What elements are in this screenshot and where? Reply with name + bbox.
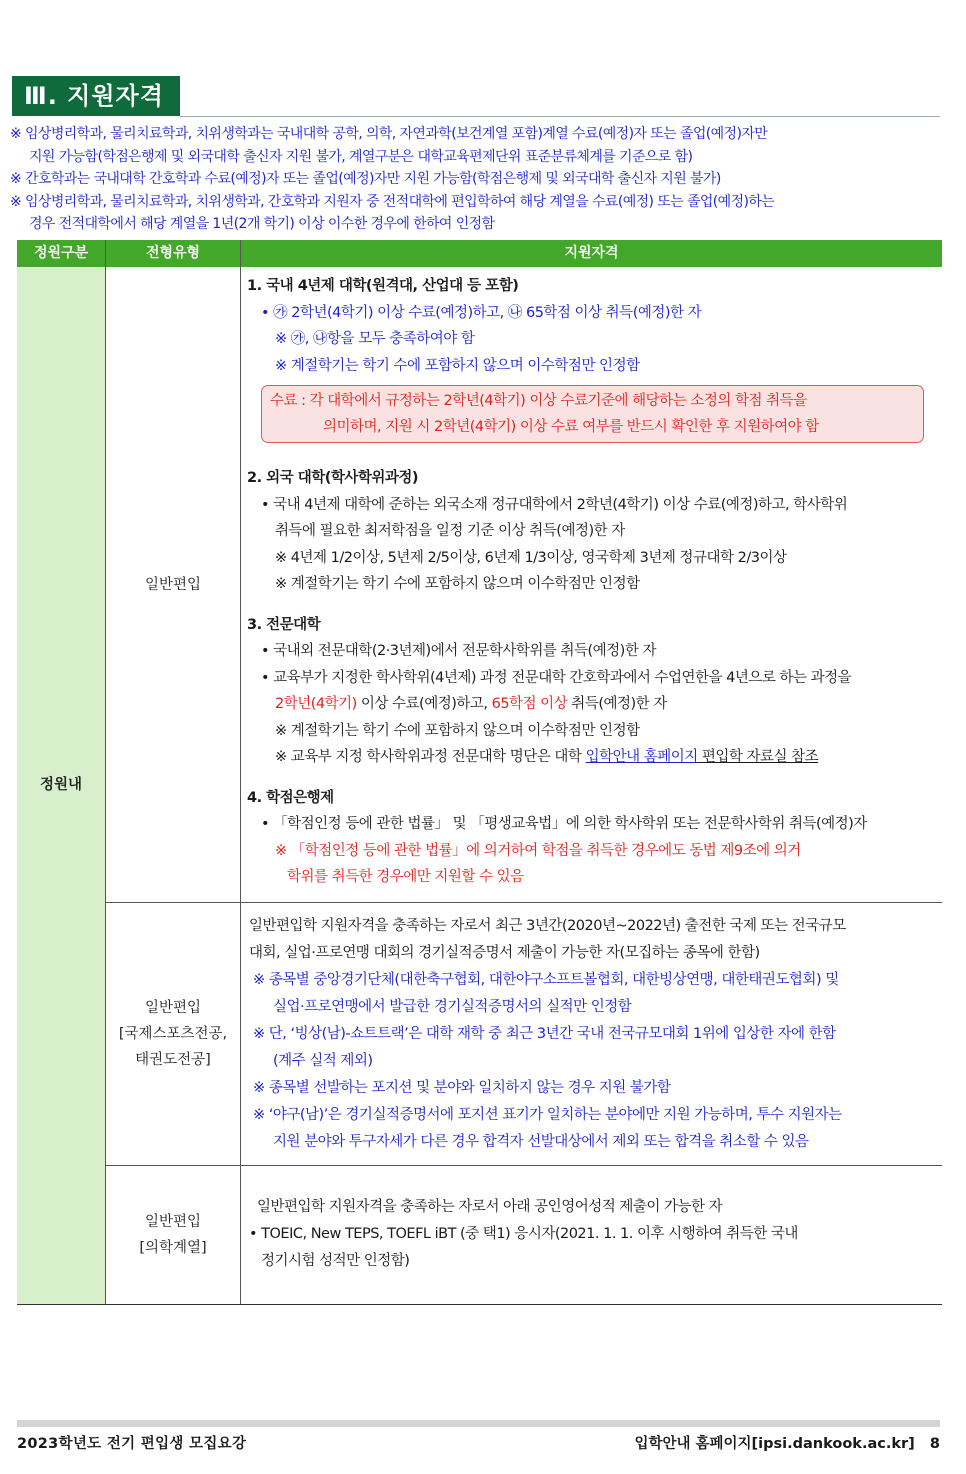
row-divider bbox=[105, 1165, 942, 1166]
box-line: 의미하며, 지원 시 2학년(4학기) 이상 수료 여부를 반드시 확인한 후 지원하여야 함 bbox=[323, 419, 819, 435]
qualification-note: ※ 종목별 중앙경기단체(대한축구협회, 대한야구소프트볼협회, 대한빙상연맹, 대한태권도협회) 및 bbox=[253, 972, 839, 988]
highlight-text: 2학년(4학기) bbox=[275, 696, 357, 712]
qualification-note: ※ 계절학기는 학기 수에 포함하지 않으며 이수학점만 인정함 bbox=[275, 722, 640, 739]
qualification-item-cont: 취득에 필요한 최저학점을 일정 기준 이상 취득(예정)한 자 bbox=[275, 523, 625, 539]
note-line: 지원 가능함(학점은행제 및 외국대학 출신자 지원 불가, 계열구분은 대학교육편제단위 표준분류체계를 기준으로 함) bbox=[29, 148, 693, 165]
highlight-text: 65학점 이상 bbox=[491, 696, 568, 712]
completion-definition-box bbox=[261, 385, 924, 443]
table-bottom-rule bbox=[17, 1304, 942, 1305]
section-heading: 2. 외국 대학(학사학위과정) bbox=[247, 470, 419, 486]
box-line: 수료 : 각 대학에서 규정하는 2학년(4학기) 이상 수료기준에 해당하는 소정의 학점 취득을 bbox=[270, 393, 807, 409]
qualification-text: 일반편입학 지원자격을 충족하는 자로서 최근 3년간(2020년~2022년) 출전한 국제 또는 전국규모 bbox=[249, 918, 846, 934]
qualification-note bbox=[247, 744, 942, 771]
section-title: Ⅲ. 지원자격 bbox=[12, 76, 180, 116]
qualification-note: ※ 계절학기는 학기 수에 포함하지 않으며 이수학점만 인정함 bbox=[275, 357, 640, 374]
note-line: ※ 임상병리학과, 물리치료학과, 치위생학과, 간호학과 지원자 중 전적대학에 편입학하여 해당 계열을 수료(예정) 또는 졸업(예정)하는 bbox=[10, 193, 775, 210]
plain-text: 편입학 자료실 참조 bbox=[697, 749, 819, 765]
qualification-item: • 국내외 전문대학(2·3년제)에서 전문학사학위를 취득(예정)한 자 bbox=[261, 643, 656, 659]
note-line: ※ 임상병리학과, 물리치료학과, 치위생학과는 국내대학 공학, 의학, 자연과학(보건계열 포함)계열 수료(예정)자 또는 졸업(예정)자만 bbox=[10, 126, 768, 142]
qualification-note: ※ 종목별 선발하는 포지션 및 분야와 일치하지 않는 경우 지원 불가함 bbox=[253, 1080, 671, 1096]
header-type: 전형유형 bbox=[106, 240, 240, 267]
qualification-note: ※ 「학점인정 등에 관한 법률」에 의거하여 학점을 취득한 경우에도 동법 제9조에 의거 bbox=[275, 842, 801, 859]
section-heading: 4. 학점은행제 bbox=[247, 789, 334, 806]
type-medical bbox=[106, 1209, 240, 1261]
plain-text: ※ 교육부 지정 학사학위과정 전문대학 명단은 대학 bbox=[275, 749, 586, 765]
footer-rule bbox=[17, 1420, 940, 1427]
qualification-text: 대회, 실업·프로연맹 대회의 경기실적증명서 제출이 가능한 자(모집하는 종목에 한함) bbox=[249, 945, 760, 961]
qualification-item: • 교육부가 지정한 학사학위(4년제) 과정 전문대학 간호학과에서 수업연한을 4년으로 하는 과정을 bbox=[261, 669, 852, 686]
medical-qualifications bbox=[249, 1194, 942, 1275]
title-rule bbox=[180, 116, 940, 117]
quota-label: 정원내 bbox=[39, 777, 83, 793]
qualification-item: • 「학점인정 등에 관한 법률」 및 「평생교육법」에 의한 학사학위 또는 전문학사학위 취득(예정)자 bbox=[261, 816, 867, 832]
qualification-item: • ㉮ 2학년(4학기) 이상 수료(예정)하고, ㉯ 65학점 이상 취득(예정)한 자 bbox=[261, 304, 702, 321]
header-qualification: 지원자격 bbox=[241, 240, 942, 267]
qualification-item: • 국내 4년제 대학에 준하는 외국소재 정규대학에서 2학년(4학기) 이상 수료(예정)하고, 학사학위 bbox=[261, 496, 848, 513]
qualification-note: (계주 실적 제외) bbox=[273, 1053, 373, 1069]
qualification-note: ※ 계절학기는 학기 수에 포함하지 않으며 이수학점만 인정함 bbox=[275, 576, 640, 592]
qualification-item-cont: 정기시험 성적만 인정함) bbox=[261, 1253, 410, 1269]
note-line: ※ 간호학과는 국내대학 간호학과 수료(예정)자 또는 졸업(예정)자만 지원 가능함(학점은행제 및 외국대학 출신자 지원 불가) bbox=[10, 171, 721, 187]
qualification-note: ※ ㉮, ㉯항을 모두 충족하여야 함 bbox=[275, 331, 475, 347]
qualification-note: 실업·프로연맹에서 발급한 경기실적증명서의 실적만 인정함 bbox=[273, 999, 632, 1015]
type-line: 일반편입 bbox=[144, 1214, 202, 1230]
note-line: 경우 전적대학에서 해당 계열을 1년(2개 학기) 이상 이수한 경우에 한하여 인정함 bbox=[29, 216, 495, 232]
column-divider bbox=[105, 240, 106, 1305]
header-quota: 정원구분 bbox=[17, 240, 105, 267]
general-qualifications bbox=[247, 273, 942, 891]
homepage-link[interactable]: 입학안내 홈페이지 bbox=[585, 749, 698, 765]
type-line: [국제스포츠전공, bbox=[118, 1026, 228, 1042]
footer-homepage-page: 입학안내 홈페이지[ipsi.dankook.ac.kr] 8 bbox=[634, 1436, 940, 1452]
section-heading: 3. 전문대학 bbox=[247, 616, 321, 633]
qualification-text: 일반편입학 지원자격을 충족하는 자로서 아래 공인영어성적 제출이 가능한 자 bbox=[257, 1199, 723, 1215]
qualification-note: ※ 단, ‘빙상(남)-쇼트트랙’은 대학 재학 중 최근 3년간 국내 전국규모대회 1위에 입상한 자에 한함 bbox=[253, 1026, 836, 1042]
plain-text: 취득(예정)한 자 bbox=[567, 696, 667, 712]
type-line: [의학계열] bbox=[139, 1240, 207, 1256]
qualification-note: 학위를 취득한 경우에만 지원할 수 있음 bbox=[287, 869, 524, 885]
qualification-note: 지원 분야와 투구자세가 다른 경우 합격자 선발대상에서 제외 또는 합격을 취소할 수 있음 bbox=[273, 1134, 809, 1150]
sports-qualifications bbox=[249, 913, 942, 1156]
row-divider bbox=[105, 902, 942, 903]
qualification-item: • TOEIC, New TEPS, TOEFL iBT (중 택1) 응시자(2021. 1. 1. 이후 시행하여 취득한 국내 bbox=[249, 1226, 798, 1242]
column-divider bbox=[240, 240, 241, 1305]
footer-document-title: 2023학년도 전기 편입생 모집요강 bbox=[17, 1436, 247, 1452]
plain-text: 이상 수료(예정)하고, bbox=[356, 696, 492, 712]
qualification-item-cont bbox=[247, 691, 942, 718]
type-line: 태권도전공] bbox=[135, 1052, 211, 1068]
type-sports bbox=[106, 995, 240, 1073]
eligibility-notes bbox=[10, 123, 950, 236]
qualification-note: ※ ‘야구(남)’은 경기실적증명서에 포지션 표기가 일치하는 분야에만 지원 가능하며, 투수 지원자는 bbox=[253, 1107, 842, 1123]
type-general: 일반편입 bbox=[144, 577, 202, 593]
type-line: 일반편입 bbox=[144, 1000, 202, 1016]
section-heading: 1. 국내 4년제 대학(원격대, 산업대 등 포함) bbox=[247, 278, 519, 294]
qualification-note: ※ 4년제 1/2이상, 5년제 2/5이상, 6년제 1/3이상, 영국학제 3년제 정규대학 2/3이상 bbox=[275, 549, 787, 566]
